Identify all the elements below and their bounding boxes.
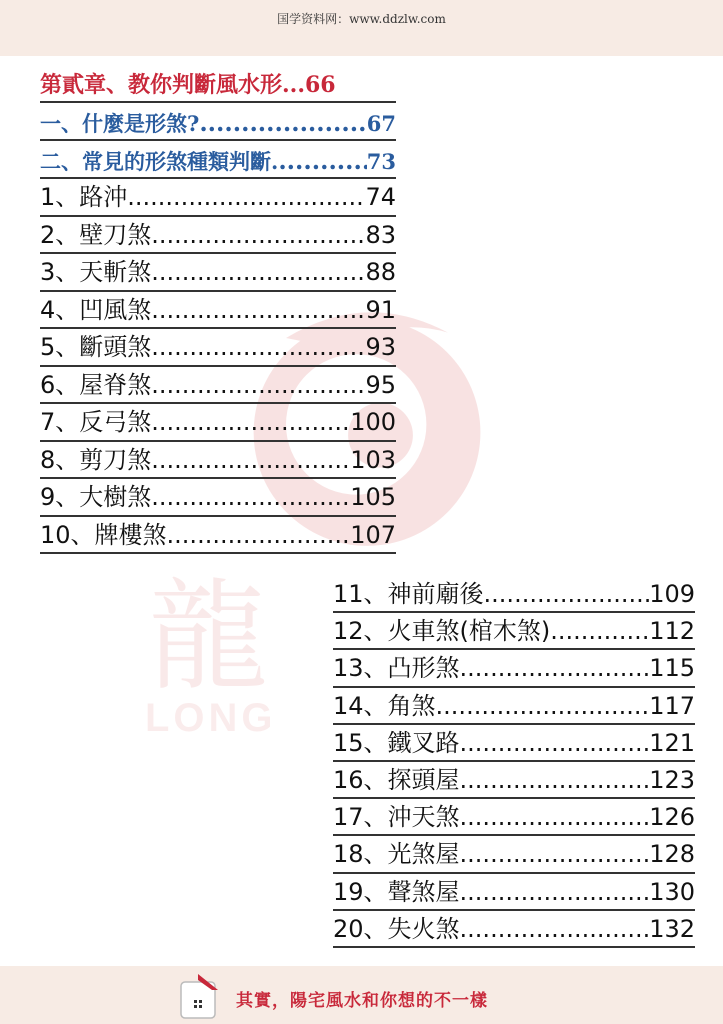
- toc-section-page: 67: [366, 111, 396, 136]
- toc-entry-page: 107: [350, 520, 396, 549]
- toc-entry-label: 18、光煞屋: [333, 840, 460, 869]
- toc-entry-page: 103: [350, 445, 396, 474]
- toc-entry[interactable]: [40, 404, 396, 442]
- toc-entry-leader: [151, 217, 365, 253]
- toc-entry-page: 130: [649, 877, 695, 906]
- toc-entry-page: 128: [649, 840, 695, 869]
- toc-entry-leader: [460, 874, 650, 910]
- toc-section-label: 一、什麼是形煞?: [40, 111, 200, 136]
- toc-section[interactable]: [40, 103, 396, 141]
- toc-entry-leader: [151, 442, 350, 478]
- toc-entry-page: 112: [649, 617, 695, 646]
- toc-entry-label: 13、凸形煞: [333, 654, 460, 683]
- toc-entry[interactable]: [40, 217, 396, 255]
- toc-entry-leader: [460, 911, 650, 947]
- toc-entry-label: 17、沖天煞: [333, 803, 460, 832]
- toc-entry[interactable]: [40, 329, 396, 367]
- toc-entry-leader: [167, 517, 351, 553]
- toc-entry-label: 20、失火煞: [333, 914, 460, 943]
- toc-entry-page: 74: [365, 183, 396, 211]
- toc-chapter-heading[interactable]: [40, 70, 396, 103]
- toc-entry[interactable]: [333, 911, 695, 948]
- toc-entry-label: 11、神前廟後: [333, 580, 484, 608]
- toc-entry[interactable]: [40, 367, 396, 405]
- toc-entry[interactable]: [40, 254, 396, 292]
- toc-entry-leader: [151, 404, 350, 440]
- toc-entry-label: 5、斷頭煞: [40, 333, 152, 361]
- toc-entry-label: 16、探頭屋: [333, 765, 460, 794]
- house-icon: [178, 970, 220, 1020]
- toc-entry-leader: [460, 799, 650, 835]
- toc-section[interactable]: [40, 141, 396, 179]
- toc-entry[interactable]: [333, 762, 695, 799]
- toc-entry-page: 88: [365, 258, 396, 286]
- toc-entry-page: 109: [649, 580, 695, 608]
- toc-right-column: [333, 576, 695, 948]
- toc-entry-leader: [151, 479, 350, 515]
- toc-entry-label: 15、鐵叉路: [333, 728, 460, 757]
- toc-entry-leader: [151, 367, 365, 403]
- toc-entry-leader: [484, 576, 650, 612]
- toc-entry-page: 93: [365, 333, 396, 361]
- toc-entry-label: 4、凹風煞: [40, 295, 152, 324]
- toc-entry-leader: [436, 688, 650, 724]
- toc-entry[interactable]: [40, 517, 396, 555]
- toc-entry-label: 2、壁刀煞: [40, 220, 152, 249]
- toc-entry[interactable]: [333, 688, 695, 725]
- toc-entry-label: 3、天斬煞: [40, 258, 152, 286]
- toc-entry[interactable]: [333, 613, 695, 650]
- toc-section-page: 73: [366, 149, 396, 174]
- toc-entry-label: 12、火車煞(棺木煞): [333, 617, 551, 646]
- toc-entry-label: 14、角煞: [333, 691, 436, 720]
- toc-entry-leader: [151, 292, 365, 328]
- toc-entry-label: 10、牌樓煞: [40, 520, 167, 549]
- toc-section-label: 二、常見的形煞種類判斷.: [40, 149, 279, 174]
- toc-entry-label: 8、剪刀煞: [40, 445, 152, 474]
- footer-slogan: 其實，陽宅風水和你想的不一樣: [236, 991, 488, 1011]
- toc-entry[interactable]: [40, 479, 396, 517]
- toc-entry-label: 19、聲煞屋: [333, 877, 460, 906]
- toc-entry[interactable]: [333, 725, 695, 762]
- toc-entry-page: 100: [350, 408, 396, 436]
- toc-entry[interactable]: [333, 576, 695, 613]
- chapter-label: 第貳章、教你判斷風水形: [40, 72, 283, 98]
- toc-entry-page: 132: [649, 914, 695, 943]
- toc-entry[interactable]: [333, 836, 695, 873]
- toc-entry-page: 83: [365, 220, 396, 249]
- toc-entry-page: 126: [649, 803, 695, 832]
- toc-entry-leader: [151, 329, 365, 365]
- toc-entry[interactable]: [40, 442, 396, 480]
- toc-entry[interactable]: [333, 799, 695, 836]
- toc-entry-leader: [127, 179, 365, 215]
- toc-entry-leader: [460, 836, 650, 872]
- toc-entry-label: 7、反弓煞: [40, 408, 152, 436]
- toc-left-column: [40, 70, 396, 554]
- toc-entry-page: 105: [350, 483, 396, 511]
- toc-entry[interactable]: [40, 179, 396, 217]
- toc-entry-page: 123: [649, 765, 695, 794]
- toc-entry-leader: [151, 254, 365, 290]
- toc-entry[interactable]: [40, 292, 396, 330]
- toc-entry-leader: [460, 725, 650, 761]
- toc-entry-leader: [460, 762, 650, 798]
- toc-entry-leader: [550, 613, 649, 649]
- site-url: 国学资料网：www.ddzlw.com: [277, 12, 446, 26]
- toc-entry-label: 1、路沖: [40, 183, 128, 211]
- toc-entry[interactable]: [333, 650, 695, 687]
- toc-entry-page: 91: [365, 295, 396, 324]
- toc-entry-page: 121: [649, 728, 695, 757]
- toc-entry-label: 6、屋脊煞: [40, 370, 152, 399]
- toc-section-leader: [278, 141, 366, 181]
- toc-entry-page: 95: [365, 370, 396, 399]
- header-band: [0, 0, 723, 56]
- chapter-page: 66: [305, 72, 336, 98]
- toc-entry[interactable]: [333, 874, 695, 911]
- chapter-dots: ...: [282, 72, 305, 98]
- toc-entry-label: 9、大樹煞: [40, 483, 152, 511]
- toc-entry-leader: [460, 650, 650, 686]
- toc-section-leader: [199, 103, 366, 143]
- watermark-text: LONG: [145, 696, 277, 740]
- toc-entry-page: 117: [649, 691, 695, 720]
- toc-entry-page: 115: [649, 654, 695, 683]
- watermark-char: 龍: [148, 568, 268, 707]
